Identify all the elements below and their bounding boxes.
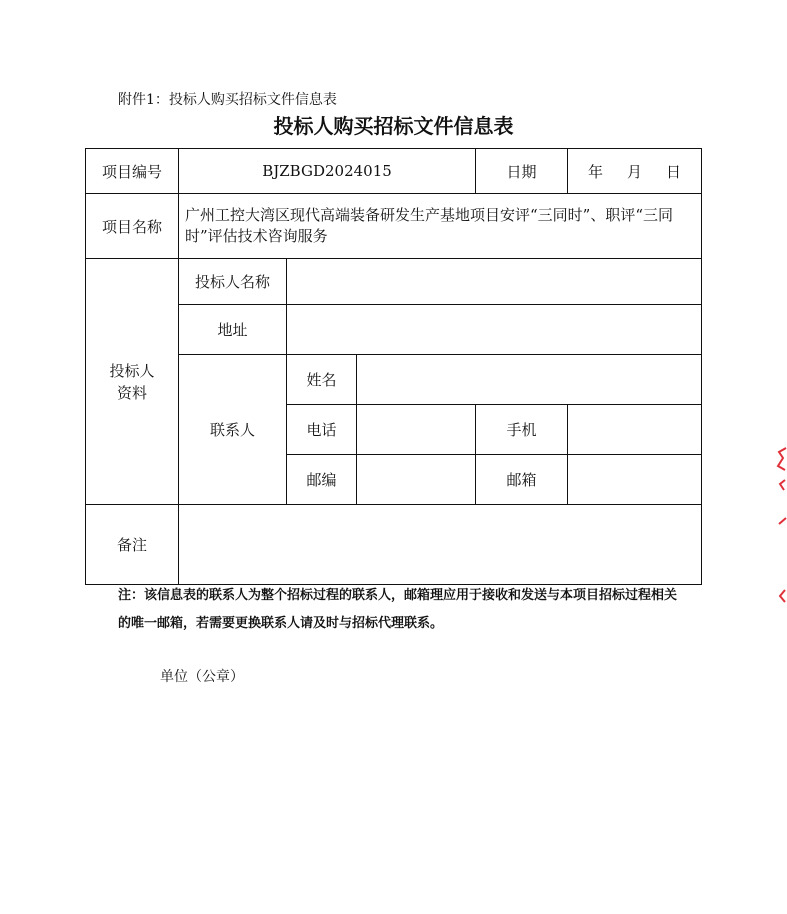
bidder-info-label: 投标人 资料: [86, 259, 179, 505]
project-name-value: 广州工控大湾区现代高端装备研发生产基地项目安评“三同时”、职评“三同时”评估技术咨询服务: [179, 194, 702, 259]
address-field[interactable]: [287, 305, 702, 355]
postcode-field[interactable]: [357, 455, 476, 505]
name-label: 姓名: [287, 355, 357, 405]
unit-seal-label: 单位（公章）: [160, 669, 244, 685]
date-year-label: 年: [588, 162, 604, 181]
remarks-label: 备注: [86, 505, 179, 585]
note-text: 注：该信息表的联系人为整个招标过程的联系人，邮箱理应用于接收和发送与本项目招标过程相关的唯一邮箱，若需要更换联系人请及时与招标代理联系。: [118, 588, 678, 631]
phone-field[interactable]: [357, 405, 476, 455]
phone-label: 电话: [287, 405, 357, 455]
postcode-label: 邮编: [287, 455, 357, 505]
attachment-label: 附件1：投标人购买招标文件信息表: [118, 92, 337, 108]
date-month-label: 月: [627, 162, 643, 181]
mobile-label: 手机: [476, 405, 568, 455]
mobile-field[interactable]: [568, 405, 702, 455]
bidder-info-table: [85, 148, 702, 585]
project-no-value: BJZBGD2024015: [179, 149, 476, 194]
bidder-name-field[interactable]: [287, 259, 702, 305]
project-no-label: 项目编号: [86, 149, 179, 194]
name-field[interactable]: [357, 355, 702, 405]
page-title: 投标人购买招标文件信息表: [273, 114, 514, 138]
remarks-field[interactable]: [179, 505, 702, 585]
address-label: 地址: [179, 305, 287, 355]
email-label: 邮箱: [476, 455, 568, 505]
bidder-name-label: 投标人名称: [179, 259, 287, 305]
date-label: 日期: [476, 149, 568, 194]
project-name-label: 项目名称: [86, 194, 179, 259]
contact-label: 联系人: [179, 355, 287, 505]
date-field[interactable]: [568, 149, 702, 194]
date-day-label: 日: [666, 162, 682, 181]
email-field[interactable]: [568, 455, 702, 505]
seal-edge-marks: [775, 440, 787, 620]
